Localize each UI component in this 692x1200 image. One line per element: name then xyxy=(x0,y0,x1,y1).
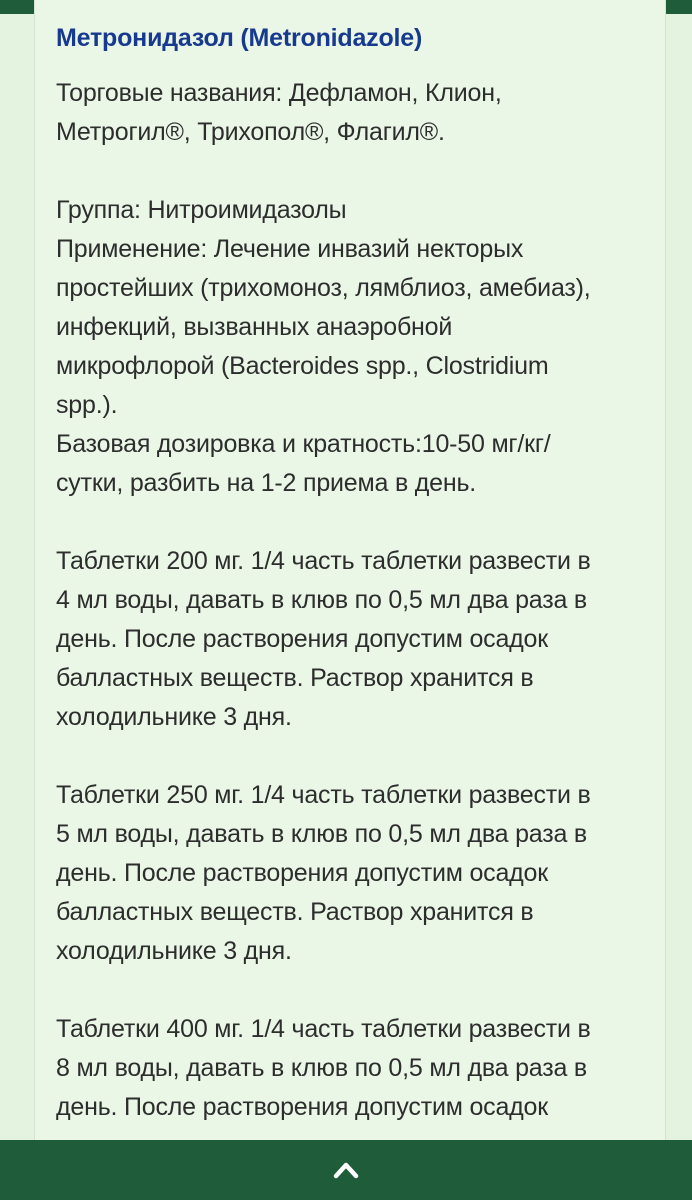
tablets-200-text: Таблетки 200 мг. 1/4 часть таблетки развести в 4 мл воды, давать в клюв по 0,5 мл два раза в день. После растворения допустим осадок балластных веществ. Раствор хранится в холодильнике 3 дня. xyxy=(56,547,591,731)
scroll-to-top-button[interactable] xyxy=(0,1140,692,1200)
dosage-text: Базовая дозировка и кратность:10-50 мг/кг/ сутки, разбить на 1-2 приема в день. xyxy=(56,430,551,497)
spacer xyxy=(56,737,656,776)
spacer xyxy=(56,152,656,191)
trade-names-text: Торговые названия: Дефламон, Клион, Метрогил®, Трихопол®, Флагил®. xyxy=(56,79,502,146)
spacer xyxy=(56,503,656,542)
tablets-400-text: Таблетки 400 мг. 1/4 часть таблетки развести в 8 мл воды, давать в клюв по 0,5 мл два раза в день. После растворения допустим осадок xyxy=(56,1015,591,1121)
spacer xyxy=(56,66,656,74)
spacer xyxy=(56,971,656,1010)
group-text: Группа: Нитроимидазолы xyxy=(56,196,347,224)
usage-text: Применение: Лечение инвазий некторых простейших (трихомоноз, лямблиоз, амебиаз), инфекций, вызванных анаэробной микрофлорой (Bacteroides spp., Clostridium spp.). xyxy=(56,235,591,419)
article-title: Метронидазол (Metronidazole) xyxy=(56,24,423,52)
chevron-up-icon xyxy=(333,1160,359,1180)
article-body xyxy=(56,10,656,1127)
tablets-250-text: Таблетки 250 мг. 1/4 часть таблетки развести в 5 мл воды, давать в клюв по 0,5 мл два раза в день. После растворения допустим осадок балластных веществ. Раствор хранится в холодильнике 3 дня. xyxy=(56,781,591,965)
article-card xyxy=(34,0,666,1200)
